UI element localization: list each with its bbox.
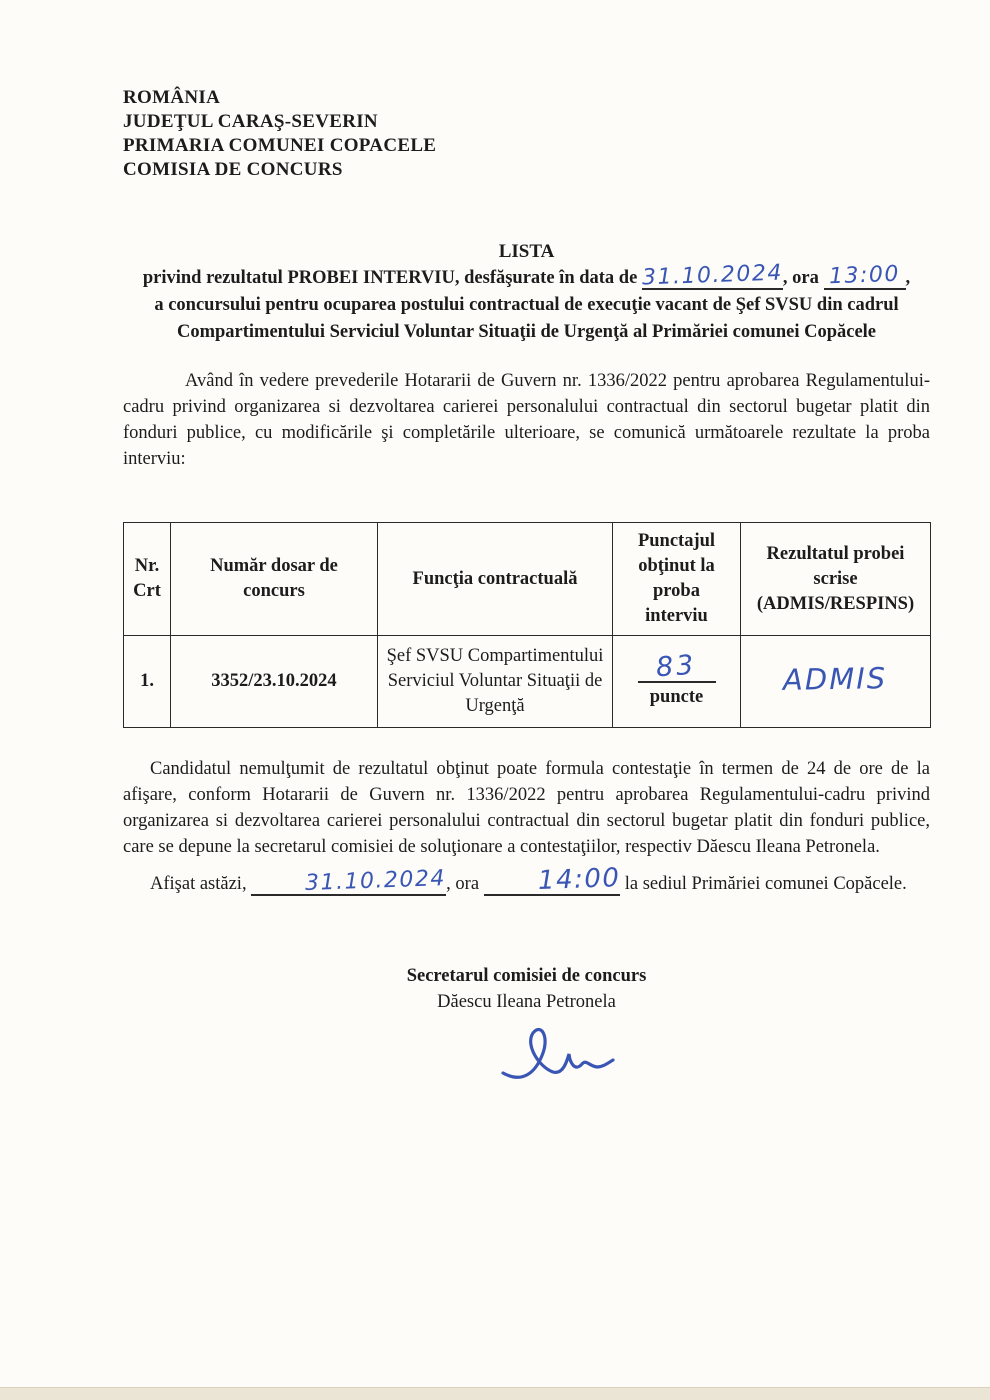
signature-role: Secretarul comisiei de concurs xyxy=(406,966,647,986)
score-unit-label: puncte xyxy=(649,686,704,707)
letterhead-country: ROMÂNIA xyxy=(123,87,221,108)
header-functia: Funcţia contractuală xyxy=(378,523,613,636)
header-nr-crt: Nr. Crt xyxy=(124,523,171,636)
title-line-2: a concursului pentru ocuparea postului contractual de execuţie vacant de Şef SVSU din cadrul Compartimentului Serviciul Voluntar Situaţii de Urgenţă al Primăriei comunei Copăcele xyxy=(154,295,899,342)
letterhead-commission: COMISIA DE CONCURS xyxy=(123,159,343,180)
title-heading: LISTA xyxy=(498,241,555,262)
letterhead-county: JUDEŢUL CARAŞ-SEVERIN xyxy=(123,111,378,132)
posted-pre: Afişat astăzi, xyxy=(150,874,247,894)
signature-name: Dăescu Ileana Petronela xyxy=(437,992,616,1012)
handwritten-date: 31.10.2024 xyxy=(641,260,784,291)
title-line1-mid: , ora xyxy=(782,268,819,288)
signature-ink-icon xyxy=(487,1011,637,1085)
cell-punctaj xyxy=(613,636,741,728)
cell-dosar: 3352/23.10.2024 xyxy=(171,636,378,728)
time-blank xyxy=(824,261,906,290)
title-line1-text: privind rezultatul PROBEI INTERVIU, desfăşurate în data de xyxy=(142,268,638,288)
handwritten-time: 13:00 xyxy=(828,261,901,290)
handwritten-posted-time: 14:00 xyxy=(537,863,621,896)
handwritten-result: ADMIS xyxy=(783,660,888,697)
table-header-row xyxy=(124,523,931,636)
signature-block xyxy=(123,963,930,1093)
document-title xyxy=(123,238,930,346)
intro-paragraph: Având în vedere prevederile Hotararii de Guvern nr. 1336/2022 pentru aprobarea Regulamentului-cadru privind organizarea si dezvoltarea carierei personalului contractual din sectorul bugetar platit din fonduri publice, cu modificările şi completările ulterioare, se comunică următoarele rezultate la proba interviu: xyxy=(123,371,930,469)
handwritten-score: 83 xyxy=(655,649,698,683)
posted-post: la sediul Primăriei comunei Copăcele. xyxy=(624,874,907,894)
scan-bottom-edge xyxy=(0,1387,990,1400)
posted-line xyxy=(123,863,930,899)
handwritten-posted-date: 31.10.2024 xyxy=(304,866,447,896)
posted-mid: , ora xyxy=(446,874,480,894)
date-blank xyxy=(641,260,784,291)
header-dosar: Număr dosar de concurs xyxy=(171,523,378,636)
posted-date-blank xyxy=(251,866,447,896)
cell-functia: Şef SVSU Compartimentului Serviciul Voluntar Situaţii de Urgenţă xyxy=(378,636,613,728)
header-rezultat: Rezultatul probei scrise (ADMIS/RESPINS) xyxy=(741,523,931,636)
results-table xyxy=(123,522,931,728)
letterhead xyxy=(123,86,930,182)
score-stack xyxy=(621,649,732,710)
header-punctaj: Punctajul obţinut la proba interviu xyxy=(613,523,741,636)
title-line1-end: , xyxy=(905,268,911,288)
signature-scribble xyxy=(193,1011,930,1093)
cell-nr: 1. xyxy=(124,636,171,728)
contest-paragraph: Candidatul nemulţumit de rezultatul obţinut poate formula contestaţie în termen de 24 de ore de la afişare, conform Hotararii de Guvern nr. 1336/2022 pentru aprobarea Regulamentului-cadru privind organizarea si dezvoltarea carierei personalului contractual din sectorul bugetar platit din fonduri publice, care se depune la secretarul comisiei de soluţionare a contestaţiilor, respectiv Dăescu Ileana Petronela. xyxy=(123,759,930,857)
table-row xyxy=(124,636,931,728)
letterhead-institution: PRIMARIA COMUNEI COPACELE xyxy=(123,135,437,156)
document-content xyxy=(123,86,930,1093)
title-line-1 xyxy=(123,260,930,292)
posted-time-blank xyxy=(484,863,621,896)
cell-rezultat xyxy=(741,636,931,728)
